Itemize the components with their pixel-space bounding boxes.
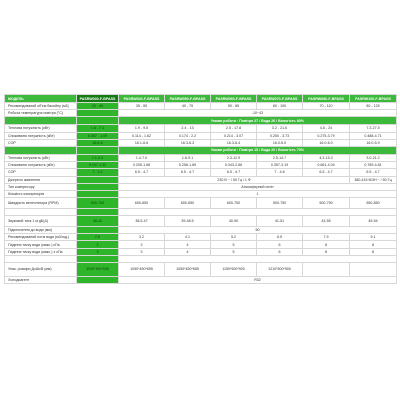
value-cell: 16.1-6.6: [119, 139, 165, 146]
value-cell: 40 - 75: [165, 103, 211, 110]
header-label: МОДЕЛЬ: [5, 95, 77, 103]
value-cell: [77, 117, 119, 125]
value-cell: 2.6: [77, 234, 119, 241]
value-cell: 3: [77, 248, 119, 255]
spec-row: [5, 103, 397, 110]
value-cell: 500-750: [257, 198, 303, 209]
spec-row: [5, 276, 397, 283]
spec-row: [5, 154, 397, 161]
value-cell: 2.5-14.7: [257, 154, 303, 161]
value-cell: 2.5 - 17.8: [211, 125, 257, 132]
value-cell: [77, 176, 119, 183]
value-cell: 40-50: [211, 216, 257, 227]
span-value: 230 В ~ / 50 Гц / 1 Ф: [119, 176, 350, 183]
value-cell: 1.4-7.0: [119, 154, 165, 161]
value-cell: 600-750: [211, 198, 257, 209]
value-cell: 8: [303, 241, 350, 248]
row-label: Тип компресору: [5, 183, 77, 190]
model-name: PASRW100-F-BPASS: [350, 95, 397, 103]
spec-row: [5, 176, 397, 183]
value-cell: 2.4 - 13: [165, 125, 211, 132]
row-label: Падіння тиску води (макс.) ± кПа: [5, 248, 77, 255]
value-cell: [350, 262, 397, 276]
value-cell: 60 - 100: [257, 103, 303, 110]
row-label: Упак. розміри ДхШхВ (мм): [5, 262, 77, 276]
value-cell: 4: [165, 241, 211, 248]
span-value: 50: [119, 227, 397, 234]
model-name: PASRW070-F-BPASS: [257, 95, 303, 103]
value-cell: 1.6 - 7.1: [77, 125, 119, 132]
spec-row: [5, 262, 397, 276]
value-cell: [77, 183, 119, 190]
value-cell: 16.6-6: [77, 139, 119, 146]
value-cell: 600-650: [119, 198, 165, 209]
value-cell: 0.174 - 2.2: [165, 132, 211, 139]
value-cell: 4.3-15.3: [303, 154, 350, 161]
value-cell: 16.3-6.3: [165, 139, 211, 146]
value-cell: 38-42: [77, 216, 119, 227]
value-cell: 0.343-2.66: [211, 162, 257, 169]
spec-row: [5, 117, 397, 125]
value-cell: 3: [119, 241, 165, 248]
value-cell: 8: [303, 248, 350, 255]
value-cell: 6.5 - 4.7: [119, 169, 165, 176]
value-cell: 4.1: [165, 234, 211, 241]
value-cell: [77, 190, 119, 197]
conditions-banner: Умови роботи : Повітря 27 / Вода 26 / Вологість 80%: [119, 117, 397, 125]
spec-row: [5, 95, 397, 103]
spec-row: [5, 248, 397, 255]
span-value: -10~43: [119, 110, 397, 117]
value-cell: 2: [77, 241, 119, 248]
row-label: Робоча температура повітря (°С): [5, 110, 77, 117]
row-label: Споживана потужність (кВт): [5, 132, 77, 139]
banner-label: [5, 146, 77, 154]
value-cell: 600-650: [165, 198, 211, 209]
value-cell: 50 - 85: [211, 103, 257, 110]
value-cell: 41-51: [257, 216, 303, 227]
value-cell: [77, 209, 119, 216]
value-cell: 6: [257, 248, 303, 255]
value-cell: 7.9: [303, 234, 350, 241]
value-cell: 0.250 - 3.73: [257, 132, 303, 139]
value-cell: 2.3-12.9: [211, 154, 257, 161]
row-label: Кількість компресорів: [5, 190, 77, 197]
value-cell: [77, 255, 119, 262]
span-value: Атмосферний спліт: [119, 183, 397, 190]
value-cell: 3.2 - 21.6: [257, 125, 303, 132]
value-cell: 6: [257, 241, 303, 248]
row-label: Джерело живлення: [5, 176, 77, 183]
value-cell: 5: [211, 248, 257, 255]
value-cell: 1150*500*900: [211, 262, 257, 276]
value-cell: 500-750: [303, 198, 350, 209]
span-value: [119, 209, 397, 216]
value-cell: 45-54: [350, 216, 397, 227]
value-cell: 3.0-21.2: [350, 154, 397, 161]
row-label: Швидкість вентилятора (RPM): [5, 198, 77, 209]
spec-row: [5, 227, 397, 234]
spec-row: [5, 132, 397, 139]
row-label: Теплова потужність (кВт): [5, 125, 77, 132]
value-cell: 0.789-4.81: [350, 162, 397, 169]
spec-row: [5, 190, 397, 197]
model-name: PASRW040-F-BPASS: [119, 95, 165, 103]
value-cell: 80 - 125: [350, 103, 397, 110]
value-cell: 1030*450*655: [77, 262, 119, 276]
span-value: R32: [119, 276, 397, 283]
row-label: Звуковий тиск 1 м дБ(А): [5, 216, 77, 227]
spec-row: [5, 162, 397, 169]
value-cell: 0.357-3.19: [257, 162, 303, 169]
spec-row: [5, 241, 397, 248]
model-name: PASRW030-F-BPASS: [77, 95, 119, 103]
spec-row: [5, 125, 397, 132]
value-cell: 3.2: [119, 234, 165, 241]
model-name: PASRW060-F-BPASS: [211, 95, 257, 103]
value-cell: [77, 227, 119, 234]
value-cell: 16.0-6.0: [303, 139, 350, 146]
row-label: [5, 255, 77, 262]
value-cell: 1.1-5.3: [77, 154, 119, 161]
value-cell: 6.5 - 4.7: [303, 169, 350, 176]
spec-row: [5, 110, 397, 117]
value-cell: 16.3-6.4: [211, 139, 257, 146]
value-cell: 1050*450*655: [165, 262, 211, 276]
value-cell: 0.114 - 1.62: [119, 132, 165, 139]
row-label: [5, 209, 77, 216]
spec-row: [5, 146, 397, 154]
value-cell: 16.0-5.9: [350, 139, 397, 146]
value-cell: 0.157-1.32: [77, 162, 119, 169]
value-cell: 35 - 55: [119, 103, 165, 110]
conditions-banner: Умови роботи : Повітря 15 / Вода 26 / Вологість 70%: [119, 146, 397, 154]
value-cell: 39-48.5: [165, 216, 211, 227]
value-cell: 7 - 4.6: [257, 169, 303, 176]
row-label: Рекомендований потік води (м3/год.): [5, 234, 77, 241]
value-cell: 6.5 - 4.7: [165, 169, 211, 176]
value-cell: 43-55: [303, 216, 350, 227]
value-cell: 0.205-1.68: [119, 162, 165, 169]
value-cell: 6.5 - 4.7: [211, 169, 257, 176]
spec-row: [5, 169, 397, 176]
value-cell: [303, 262, 350, 276]
spec-row: [5, 255, 397, 262]
value-cell: 6.5 - 4.7: [350, 169, 397, 176]
model-name: PASRW080-F-BPASS: [303, 95, 350, 103]
value-cell: 0.087 - 1.09: [77, 132, 119, 139]
value-cell: 1050*450*655: [119, 262, 165, 276]
value-cell: 5.2: [211, 234, 257, 241]
value-cell: 1210*500*900: [257, 262, 303, 276]
row-label: COP: [5, 139, 77, 146]
value-cell: 7.3-27.5: [350, 125, 397, 132]
value-cell: 0.258-1.89: [165, 162, 211, 169]
value-cell: 38.5-47: [119, 216, 165, 227]
last-value: 380-415 В/3Н ~ / 50 Гц: [350, 176, 397, 183]
value-cell: 550-850: [350, 198, 397, 209]
value-cell: 5: [211, 241, 257, 248]
row-label: Рекомендований об'єм басейну (м3): [5, 103, 77, 110]
value-cell: 600-700: [77, 198, 119, 209]
value-cell: 16.0-6.0: [257, 139, 303, 146]
spec-row: [5, 234, 397, 241]
value-cell: 20 - 45: [77, 103, 119, 110]
spec-row: [5, 139, 397, 146]
value-cell: 0.275-3.79: [303, 132, 350, 139]
span-value: 1: [119, 190, 397, 197]
value-cell: [77, 110, 119, 117]
value-cell: 0.488-4.71: [350, 132, 397, 139]
value-cell: 6.5: [257, 234, 303, 241]
value-cell: 8: [350, 241, 397, 248]
span-value: [119, 255, 397, 262]
value-cell: 1.9 - 9.5: [119, 125, 165, 132]
spec-row: [5, 183, 397, 190]
model-name: PASRW050-F-BPASS: [165, 95, 211, 103]
row-label: Падіння тиску води (макс.) кПа: [5, 241, 77, 248]
value-cell: 0.661-4.04: [303, 162, 350, 169]
value-cell: 9.1: [350, 234, 397, 241]
banner-label: [5, 117, 77, 125]
spec-row: [5, 209, 397, 216]
value-cell: 3: [119, 248, 165, 255]
value-cell: 4.5 - 24: [303, 125, 350, 132]
value-cell: [77, 146, 119, 154]
spec-row: [5, 198, 397, 209]
value-cell: 4: [165, 248, 211, 255]
row-label: Холодоагент: [5, 276, 77, 283]
row-label: COP: [5, 169, 77, 176]
value-cell: 7 - 4.2: [77, 169, 119, 176]
spec-row: [5, 216, 397, 227]
value-cell: [77, 276, 119, 283]
value-cell: 1.6-9.1: [165, 154, 211, 161]
value-cell: 8: [350, 248, 397, 255]
value-cell: 0.214 - 3.07: [211, 132, 257, 139]
spec-table: [4, 94, 397, 284]
value-cell: 70 - 110: [303, 103, 350, 110]
row-label: Споживана потужність (кВт): [5, 162, 77, 169]
row-label: Теплова потужність (кВт): [5, 154, 77, 161]
row-label: Підключення до води (мм): [5, 227, 77, 234]
